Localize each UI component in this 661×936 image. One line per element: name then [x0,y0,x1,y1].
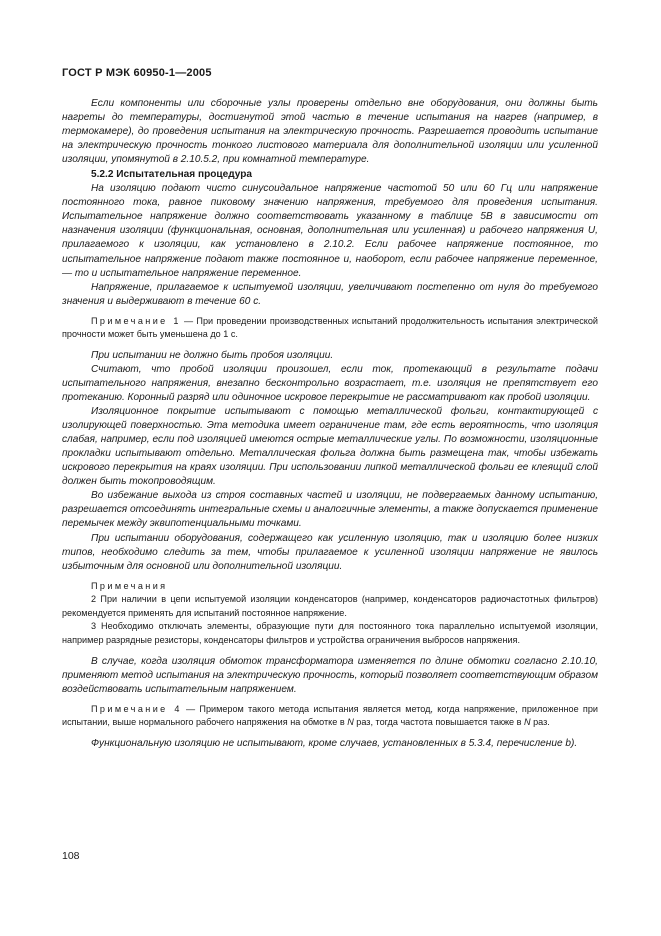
note-4 [62,703,598,730]
note-4-n-symbol: N [347,717,354,728]
page-body [62,97,598,751]
paragraph-reinforced-insulation: При испытании оборудования, содержащего как усиленную изоляцию, так и изоляцию более низких типов, необходимо следить за тем, чтобы прилагаемое к усиленной изоляции напряжение не явилось избыточным для основной или дополнительной изоляции. [62,532,598,572]
note-4-text-b: раз, тогда частота повышается также в [353,717,524,728]
note-2: 2 При наличии в цепи испытуемой изоляции конденсаторов (например, конденсаторов радиочастотных фильтров) рекомендуется применять для испытаний постоянное напряжение. [62,594,598,618]
note-4-text-c: раз. [530,717,550,728]
note-3: 3 Необходимо отключать элементы, образующие пути для постоянного тока параллельно испытуемой изоляции, например разрядные резисторы, конденсаторы фильтров и устройства ограничения выбросов напряжения. [62,621,598,646]
paragraph-no-breakdown: При испытании не должно быть пробоя изоляции. [91,349,334,361]
paragraph-voltage-increase: Напряжение, прилагаемое к испытуемой изоляции, увеличивают постепенно от нуля до требуемого значения и выдерживают в течение 60 с. [62,281,598,307]
note-4-n-symbol: N [524,717,531,728]
paragraph-functional-insulation: Функциональную изоляцию не испытывают, кроме случаев, установленных в 5.3.4, перечисление b). [91,737,578,749]
note-4-label: Примечание 4 [91,703,182,714]
note-1-text: — При проведении производственных испытаний продолжительность испытания электрической прочности может быть уменьшена до 1 с. [62,315,598,340]
paragraph-breakdown-definition: Считают, что пробой изоляции произошел, если ток, протекающий в результате подачи испытательного напряжения, внезапно бесконтрольно возрастает, т.е. изоляция не препятствует его протеканию. Коронный разряд или одиночное искровое перекрытие не рассматривают как пробой изоляции. [62,363,598,404]
note-1-label: Примечание 1 [91,315,181,326]
notes-heading: Примечания [91,580,168,591]
note-4-text-a: — Примером такого метода испытания является метод, когда напряжение, приложенное при испытании, выше нормального рабочего напряжения на обмотке в [62,703,598,728]
note-1 [62,315,598,342]
paragraph-components-heating: Если компоненты или сборочные узлы проверены отдельно вне оборудования, они должны быть нагреты до температуры, достигнутой этой частью в течение испытания на нагрев (например, в термокамере), до проведения испытания на электрическую прочность. Разрешается проводить испытание на электрическую прочность тонкого листового материала для дополнительной изоляции или усиленной изоляции, упомянутой в 2.10.5.2, при комнатной температуре. [62,98,598,166]
section-heading-5-2-2: 5.2.2 Испытательная процедура [91,169,253,181]
standard-header: ГОСТ Р МЭК 60950-1—2005 [62,67,212,79]
paragraph-test-voltage: На изоляцию подают чисто синусоидальное напряжение частотой 50 или 60 Гц или напряжение постоянного тока, равное пиковому значению напряжения, требуемого для проведения испытания. Испытательное напряжение должно соответствовать указанному в таблице 5В в зависимости от назначения изоляции (функциональная, основная, дополнительная или усиленная) и рабочего напряжения U, прилагаемого к изоляции, как установлено в 2.10.2. Если рабочее напряжение постоянное, то испытательное напряжение подают также постоянное и, наоборот, если рабочее напряжение переменное, — то и испытательное напряжение переменное. [62,183,598,279]
paragraph-transformer-windings: В случае, когда изоляция обмоток трансформатора изменяется по длине обмотки согласно 2.10.10, применяют метод испытания на электрическую прочность, который позволяет соответствующим образом воздействовать испытательным напряжением. [62,655,598,695]
paragraph-metal-foil: Изоляционное покрытие испытывают с помощью металлической фольги, контактирующей с изолирующей поверхностью. Эта методика имеет ограничение там, где есть вероятность, что изоляция слабая, например, если под изоляцией имеются острые металлические углы. По возможности, изоляционные прокладки испытывают отдельно. Металлическая фольга должна быть размещена так, чтобы избежать искрового перекрытия на краях изоляции. При использовании липкой металлической фольги ее клеящий слой должен быть токопроводящим. [62,406,598,488]
paragraph-disconnect-ics: Во избежание выхода из строя составных частей и изоляции, не подвергаемых данному испытанию, разрешается отсоединять интегральные схемы и аналогичные элементы, а также допускается применение перемычек между эквипотенциальными точками. [62,490,598,530]
page-number: 108 [62,850,80,862]
